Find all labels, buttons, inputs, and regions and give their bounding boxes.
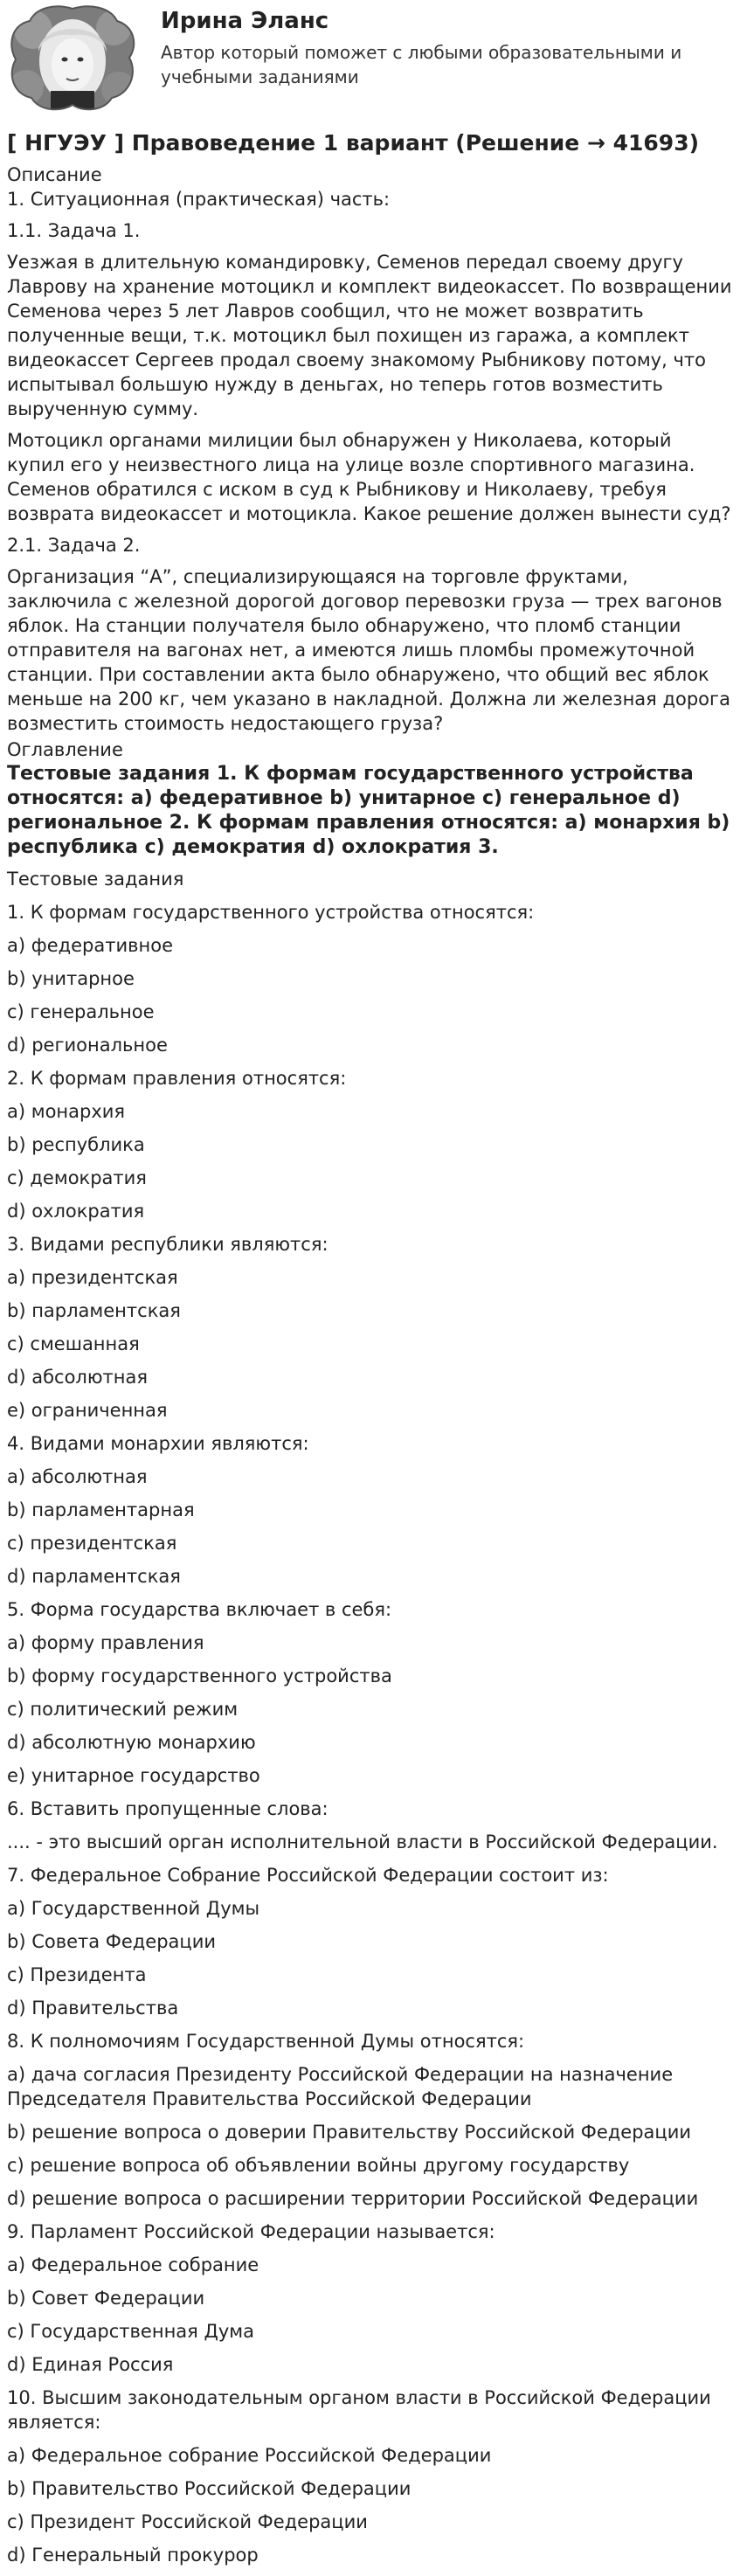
question-text: 7. Федеральное Собрание Российской Федерации состоит из: — [7, 1865, 609, 1886]
task-1-paragraph-2: Мотоцикл органами милиции был обнаружен у Николаева, который купил его у неизвестного лица на улице возле спортивного магазина. Семенов обратился с иском в суд к Рыбникову и Николаеву, требуя возврата видеокассет и мотоцикла. Какое решение должен вынести суд? — [7, 430, 731, 524]
answer-option: c) решение вопроса об объявлении войны другому государству — [7, 2155, 630, 2176]
answer-option: d) решение вопроса о расширении территории Российской Федерации — [7, 2188, 699, 2209]
section-1-heading: 1. Ситуационная (практическая) часть: — [7, 189, 391, 210]
answer-option: а) федеративное — [7, 935, 174, 956]
answer-option: d) абсолютную монархию — [7, 1732, 256, 1753]
answer-option: e) ограниченная — [7, 1400, 168, 1421]
answer-option: d) парламентская — [7, 1566, 181, 1587]
answer-option: c) генеральное — [7, 1001, 155, 1022]
answer-option: b) унитарное — [7, 968, 135, 989]
answer-option: а) Федеральное собрание Российской Федерации — [7, 2445, 492, 2466]
task-2-paragraph-1: Организация “А”, специализирующаяся на торговле фруктами, заключила с железной дорогой договор перевозки груза — трех вагонов яблок. На станции получателя было обнаружено, что пломб станции отправителя на вагонах нет, а имеются лишь пломбы промежуточной станции. При составлении акта было обнаружено, что общий вес яблок меньше на 200 кг, чем указано в накладной. Должна ли железная дорога возместить стоимость недостающего груза? — [7, 566, 730, 734]
answer-option: b) республика — [7, 1134, 145, 1155]
answer-option: b) решение вопроса о доверии Правительству Российской Федерации — [7, 2122, 692, 2143]
description-label: Описание — [7, 164, 102, 185]
author-name[interactable]: Ирина Эланс — [161, 8, 329, 34]
answer-option: а) Федеральное собрание — [7, 2254, 259, 2275]
task-1-label: 1.1. Задача 1. — [7, 220, 141, 241]
toc-label: Оглавление — [7, 739, 123, 760]
questions-list — [7, 900, 733, 2567]
question-text: 10. Высшим законодательным органом власти в Российской Федерации является: — [7, 2387, 711, 2433]
answer-option: c) Президента — [7, 1964, 147, 1985]
task-1-paragraph-1: Уезжая в длительную командировку, Семенов передал своему другу Лаврову на хранение мотоцикл и комплект видеокассет. По возвращении Семенова через 5 лет Лавров сообщил, что не может возвратить полученные вещи, т.к. мотоцикл был похищен из гаража, а комплект видеокассет Сергеев продал своему знакомому Рыбникову потому, что испытывал большую нужду в деньгах, но теперь готов возместить вырученную сумму. — [7, 252, 732, 419]
answer-option: c) политический режим — [7, 1699, 239, 1720]
answer-option: .... - это высший орган исполнительной власти в Российской Федерации. — [7, 1832, 718, 1852]
answer-option: b) форму государственного устройства — [7, 1665, 392, 1686]
question-text: 5. Форма государства включает в себя: — [7, 1599, 392, 1620]
answer-option: d) абсолютная — [7, 1367, 148, 1388]
answer-option: c) президентская — [7, 1533, 177, 1554]
answer-option: d) Единая Россия — [7, 2354, 174, 2375]
document-title: [ НГУЭУ ] Правоведение 1 вариант (Решение → 41693) — [7, 130, 700, 156]
task-2-label: 2.1. Задача 2. — [7, 535, 141, 556]
answer-option: d) Правительства — [7, 1998, 179, 2019]
answer-option: e) унитарное государство — [7, 1765, 260, 1786]
answer-option: b) Совет Федерации — [7, 2288, 205, 2309]
answer-option: b) парламентская — [7, 1300, 181, 1321]
answer-option: c) Президент Российской Федерации — [7, 2511, 368, 2532]
question-text: 9. Парламент Российской Федерации называется: — [7, 2221, 495, 2242]
question-text: 6. Вставить пропущенные слова: — [7, 1798, 329, 1819]
author-card — [7, 0, 733, 129]
answer-option: а) форму правления — [7, 1632, 204, 1653]
question-text: 4. Видами монархии являются: — [7, 1433, 309, 1454]
question-text: 3. Видами республики являются: — [7, 1234, 329, 1255]
answer-option: d) Генеральный прокурор — [7, 2545, 259, 2566]
answer-option: b) Правительство Российской Федерации — [7, 2478, 411, 2499]
answer-option: b) парламентарная — [7, 1499, 195, 1520]
author-avatar[interactable] — [7, 3, 138, 113]
author-description: Автор который поможет с любыми образовательными и учебными заданиями — [161, 42, 682, 87]
answer-option: а) абсолютная — [7, 1466, 148, 1487]
answer-option: b) Совета Федерации — [7, 1931, 217, 1952]
toc-summary: Тестовые задания 1. К формам государственного устройства относятся: а) федеративное b) унитарное c) генеральное d) региональное 2. К формам правления относятся: а) монархия b) республика c) демократия d) охлократия 3. — [7, 763, 730, 858]
answer-option: d) охлократия — [7, 1201, 145, 1222]
answer-option: а) монархия — [7, 1101, 126, 1122]
answer-option: а) Государственной Думы — [7, 1898, 260, 1919]
tests-label: Тестовые задания — [7, 869, 184, 890]
answer-option: c) демократия — [7, 1167, 147, 1188]
answer-option: d) региональное — [7, 1035, 168, 1056]
answer-option: c) смешанная — [7, 1333, 140, 1354]
answer-option: c) Государственная Дума — [7, 2321, 255, 2342]
answer-option: а) дача согласия Президенту Российской Федерации на назначение Председателя Правительства Российской Федерации — [7, 2064, 674, 2109]
question-text: 8. К полномочиям Государственной Думы относятся: — [7, 2031, 525, 2052]
question-text: 2. К формам правления относятся: — [7, 1068, 347, 1089]
question-text: 1. К формам государственного устройства относятся: — [7, 902, 535, 923]
avatar-frame-icon — [7, 3, 138, 113]
answer-option: а) президентская — [7, 1267, 178, 1288]
